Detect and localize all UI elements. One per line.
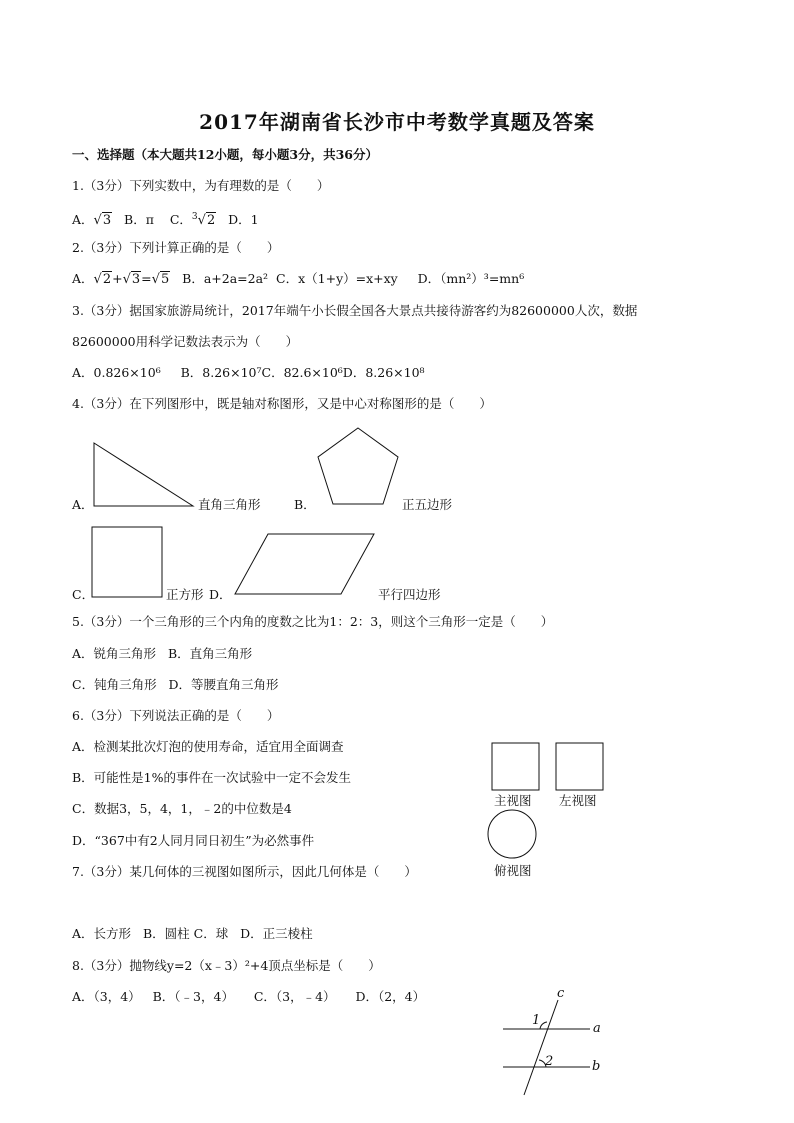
q1-stem: 1.（3分）下列实数中，为有理数的是（ ） [72, 178, 330, 193]
q5-stem: 5.（3分）一个三角形的三个内角的度数之比为1：2：3，则这个三角形一定是（ ） [72, 614, 554, 629]
label-right-triangle: 直角三角形 [198, 497, 261, 512]
label-a: a [593, 1021, 601, 1036]
q5-option-d: D．等腰直角三角形 [168, 677, 279, 692]
q2-option-c: C．x（1+y）=x+xy [276, 271, 398, 286]
q2-stem: 2.（3分）下列计算正确的是（ ） [72, 240, 280, 255]
q4-option-d: D． [209, 587, 232, 602]
q1-option-c: C． [169, 212, 192, 228]
q2-options: A．√2+√3=√5 B．a+2a=2a² C．x（1+y）=x+xy D．（mn²）³=mn⁶ [72, 271, 525, 287]
label-b: b [592, 1059, 601, 1074]
sqrt-symbol: √2 [93, 272, 112, 287]
label-pentagon: 正五边形 [402, 497, 453, 512]
label-parallelogram: 平行四边形 [378, 587, 441, 602]
q5-option-c: C．钝角三角形 [72, 677, 157, 692]
sqrt-symbol: √5 [151, 272, 170, 287]
transversal-c [524, 1000, 558, 1095]
q4-stem: 4.（3分）在下列图形中，既是轴对称图形，又是中心对称图形的是（ ） [72, 396, 492, 411]
q6-option-b: B．可能性是1%的事件在一次试验中一定不会发生 [72, 770, 352, 785]
q2-option-d: D．（mn²）³=mn⁶ [417, 271, 525, 286]
q5-option-b: B．直角三角形 [167, 646, 253, 661]
q2-radicand-1: 2 [102, 272, 112, 287]
label-front-view: 主视图 [494, 793, 532, 808]
q3-option-b: B．8.26×10⁷ [180, 365, 262, 380]
q6-option-c: C．数据3，5，4，1，﹣2的中位数是4 [72, 801, 292, 816]
q1-radicand-a: 3 [102, 213, 112, 229]
q4-option-b: B． [294, 497, 316, 512]
q8-option-a: A．（3，4） [72, 989, 141, 1004]
sqrt-symbol: √3 [93, 213, 112, 229]
q4-option-a: A． [72, 497, 94, 512]
q1-option-a: A． [72, 212, 94, 228]
q6-stem: 6.（3分）下列说法正确的是（ ） [72, 708, 280, 723]
q8-option-c: C．（3，﹣4） [253, 989, 336, 1004]
q8-option-d: D．（2，4） [355, 989, 426, 1004]
q2-radicand-3: 5 [160, 272, 170, 287]
q7-stem: 7.（3分）某几何体的三视图如图所示，因此几何体是（ ） [72, 864, 417, 879]
angle-1-label: 1 [532, 1013, 541, 1028]
q3-option-d: D．8.26×10⁸ [342, 365, 425, 380]
q7-option-a: A．长方形 [72, 926, 132, 941]
label-square: 正方形 [166, 587, 204, 602]
q6-option-a: A．检测某批次灯泡的使用寿命，适宜用全面调查 [72, 739, 344, 754]
q2-option-a: A． [72, 271, 94, 286]
page-title: 2017年湖南省长沙市中考数学真题及答案 [199, 110, 595, 134]
q8-stem: 8.（3分）抛物线y=2（x﹣3）²+4顶点坐标是（ ） [72, 958, 381, 973]
angle-2-label: 2 [545, 1054, 554, 1069]
angle-1-arc [540, 1022, 547, 1029]
q2-radicand-2: 3 [131, 272, 141, 287]
q6-option-d: D．“367中有2人同月同日初生”为必然事件 [72, 833, 315, 848]
label-left-view: 左视图 [559, 793, 597, 808]
q3-line2: 82600000用科学记数法表示为（ ） [72, 334, 299, 349]
q7-option-c: C．球 [193, 926, 229, 941]
label-top-view: 俯视图 [494, 863, 532, 878]
q3-option-c: C．82.6×10⁶ [261, 365, 343, 380]
q3-option-a: A．0.826×10⁶ [72, 365, 161, 380]
q1-cube-index: 3 [191, 212, 198, 222]
section-heading: 一、选择题（本大题共12小题，每小题3分，共36分） [72, 147, 378, 162]
q1-option-d: D．1 [228, 212, 259, 228]
label-c: c [557, 986, 565, 1001]
q8-option-b: B．（﹣3，4） [152, 989, 234, 1004]
q7-option-b: B．圆柱 [142, 926, 190, 941]
q7-option-d: D．正三棱柱 [240, 926, 313, 941]
q3-line1: 3.（3分）据国家旅游局统计，2017年端午小长假全国各大景点共接待游客约为82600000人次，数据 [72, 303, 638, 318]
q4-option-c: C． [72, 587, 95, 602]
q2-option-b: B．a+2a=2a² [182, 271, 269, 286]
q1-radicand-c: 2 [206, 213, 216, 229]
sqrt-symbol: √3 [122, 272, 141, 287]
q1-option-b: B．π [124, 212, 154, 228]
cube-root-symbol: √2 [197, 213, 216, 229]
q5-option-a: A．锐角三角形 [72, 646, 157, 661]
